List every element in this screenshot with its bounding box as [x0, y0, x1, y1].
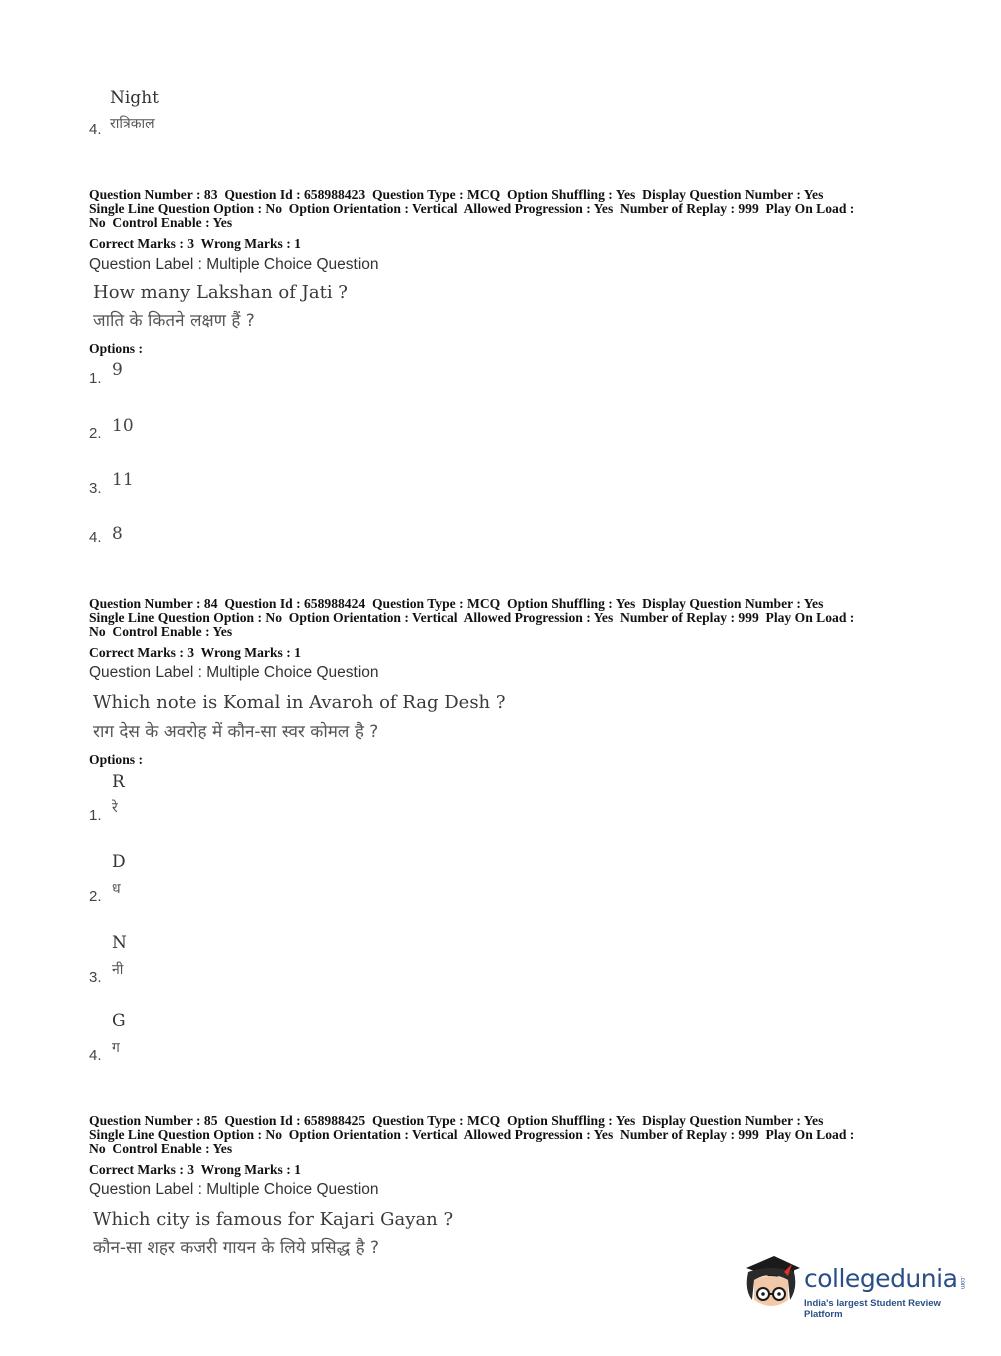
option-value[interactable]: 9 [112, 360, 123, 380]
question-meta-line-1: Question Number : 85 Question Id : 658988425 Question Type : MCQ Option Shuffling : Yes Display Question Number : Yes [89, 1113, 824, 1128]
option-value[interactable]: 8 [112, 524, 123, 544]
question-marks: Correct Marks : 3 Wrong Marks : 1 [89, 236, 301, 251]
question-meta-line-3: No Control Enable : Yes [89, 624, 233, 639]
question-text-en: Which city is famous for Kajari Gayan ? [93, 1209, 454, 1230]
question-text-hi: जाति के कितने लक्षण हैं ? [93, 311, 255, 331]
option-value-en[interactable]: G [112, 1011, 126, 1031]
question-meta-line-3: No Control Enable : Yes [89, 1141, 233, 1156]
logo-name: collegedunia [804, 1264, 958, 1293]
option-number: 4. [89, 529, 102, 546]
option-value-hi[interactable]: रे [112, 800, 118, 816]
question-meta-line-3: No Control Enable : Yes [89, 215, 233, 230]
option-number: 1. [89, 807, 102, 824]
option-value-hi[interactable]: ग [112, 1040, 120, 1056]
option-value-en[interactable]: N [112, 933, 127, 953]
logo-tagline: India's largest Student Review Platform [804, 1298, 941, 1320]
option-value-en[interactable]: D [112, 852, 126, 872]
prev-option-hi: रात्रिकाल [110, 116, 155, 132]
question-text-en: How many Lakshan of Jati ? [93, 282, 348, 303]
question-label: Question Label : Multiple Choice Question [89, 1181, 379, 1198]
question-text-hi: कौन-सा शहर कजरी गायन के लिये प्रसिद्ध है ? [93, 1238, 380, 1258]
question-text-hi: राग देस के अवरोह में कौन-सा स्वर कोमल है ? [93, 722, 379, 742]
option-number: 4. [89, 1047, 102, 1064]
logo-suffix: .com [959, 1276, 965, 1290]
prev-option-en: Night [110, 88, 159, 108]
question-meta-line-2: Single Line Question Option : No Option Orientation : Vertical Allowed Progression : Yes Number of Replay : 999 Play On Load : [89, 610, 855, 625]
question-meta-line-2: Single Line Question Option : No Option Orientation : Vertical Allowed Progression : Yes Number of Replay : 999 Play On Load : [89, 201, 855, 216]
collegedunia-logo [740, 1250, 970, 1320]
option-number: 2. [89, 425, 102, 442]
question-meta-line-1: Question Number : 83 Question Id : 658988423 Question Type : MCQ Option Shuffling : Yes Display Question Number : Yes [89, 187, 824, 202]
option-value-hi[interactable]: नी [112, 962, 124, 978]
question-label: Question Label : Multiple Choice Question [89, 256, 379, 273]
option-number: 2. [89, 888, 102, 905]
prev-option-number: 4. [89, 121, 102, 138]
student-mascot-icon [740, 1250, 802, 1316]
option-number: 3. [89, 969, 102, 986]
question-marks: Correct Marks : 3 Wrong Marks : 1 [89, 645, 301, 660]
question-meta-line-1: Question Number : 84 Question Id : 658988424 Question Type : MCQ Option Shuffling : Yes Display Question Number : Yes [89, 596, 824, 611]
question-meta-line-2: Single Line Question Option : No Option Orientation : Vertical Allowed Progression : Yes Number of Replay : 999 Play On Load : [89, 1127, 855, 1142]
question-text-en: Which note is Komal in Avaroh of Rag Desh ? [93, 692, 506, 713]
options-header: Options : [89, 752, 144, 767]
option-value[interactable]: 11 [112, 470, 134, 490]
option-value[interactable]: 10 [112, 416, 134, 436]
options-header: Options : [89, 341, 144, 356]
option-value-en[interactable]: R [112, 772, 125, 792]
question-label: Question Label : Multiple Choice Question [89, 664, 379, 681]
option-number: 3. [89, 480, 102, 497]
option-value-hi[interactable]: ध [112, 881, 121, 897]
question-marks: Correct Marks : 3 Wrong Marks : 1 [89, 1162, 301, 1177]
option-number: 1. [89, 370, 102, 387]
